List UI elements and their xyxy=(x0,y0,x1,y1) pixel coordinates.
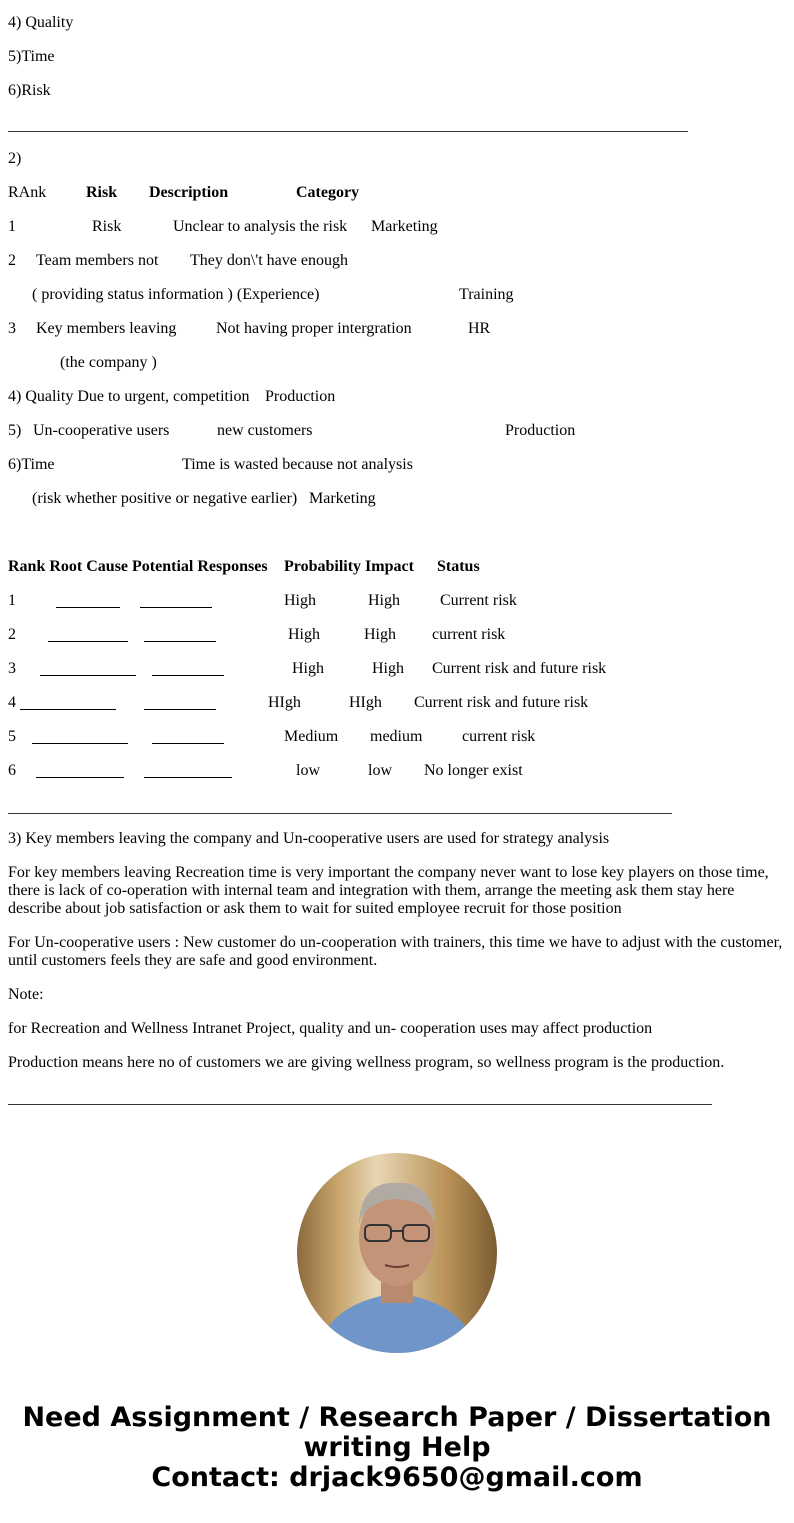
blank-root-cause xyxy=(56,607,120,608)
risk-row-cont xyxy=(0,354,157,372)
promo-contact: Contact: drjack9650@gmail.com xyxy=(151,1462,643,1493)
impact: medium xyxy=(370,728,423,745)
note-label: Note: xyxy=(8,986,44,1003)
status: current risk xyxy=(432,626,506,643)
text: Not having proper intergration xyxy=(216,320,412,337)
promo-line: Need Assignment / Research Paper / Dissertation xyxy=(22,1402,772,1433)
person-photo-icon xyxy=(297,1153,497,1353)
text: Training xyxy=(459,286,514,303)
blank-response xyxy=(144,709,216,710)
blank-response xyxy=(152,675,224,676)
text: Time is wasted because not analysis xyxy=(182,456,413,473)
text: 5) xyxy=(8,422,22,439)
response-row xyxy=(0,592,517,610)
risk-row-cont xyxy=(0,490,376,508)
rank: 6 xyxy=(8,762,16,779)
text: 5)Time xyxy=(8,48,55,65)
probability: Medium xyxy=(284,728,339,745)
divider xyxy=(8,813,672,814)
text: (risk whether positive or negative earlier) xyxy=(32,490,298,507)
text: ( providing status information ) (Experience) xyxy=(32,286,320,303)
probability: HIgh xyxy=(268,694,301,711)
probability: low xyxy=(296,762,320,779)
promo-banner xyxy=(0,1403,794,1493)
impact: High xyxy=(368,592,400,609)
risk-row xyxy=(0,388,336,406)
rank: 4 xyxy=(8,694,16,711)
response-row xyxy=(0,626,506,644)
probability: High xyxy=(288,626,320,643)
text: 1 xyxy=(8,218,16,235)
text: 6)Time xyxy=(8,456,55,473)
text: 4) Quality xyxy=(8,14,74,31)
risk-row xyxy=(0,252,348,270)
text: Marketing xyxy=(309,490,376,507)
rank: 1 xyxy=(8,592,16,609)
text: Un-cooperative users xyxy=(33,422,170,439)
blank-root-cause xyxy=(20,709,116,710)
response-table-header xyxy=(0,558,480,576)
risk-row-cont xyxy=(0,286,514,304)
response-row xyxy=(0,728,536,746)
text: Team members not xyxy=(36,252,159,269)
status: current risk xyxy=(462,728,536,745)
status: Current risk and future risk xyxy=(414,694,589,711)
risk-row xyxy=(0,422,576,440)
header-rank: RAnk xyxy=(8,184,47,201)
text: 6)Risk xyxy=(8,82,51,99)
status: Current risk xyxy=(440,592,517,609)
text: 2 xyxy=(8,252,16,269)
status: Current risk and future risk xyxy=(432,660,607,677)
promo-line: writing Help xyxy=(303,1432,491,1463)
probability: High xyxy=(292,660,324,677)
rank: 3 xyxy=(8,660,16,677)
text: new customers xyxy=(217,422,313,439)
blank-response xyxy=(144,641,216,642)
risk-row xyxy=(0,320,491,338)
text: HR xyxy=(468,320,491,337)
blank-root-cause xyxy=(40,675,136,676)
blank-response xyxy=(140,607,212,608)
text: Key members leaving xyxy=(36,320,177,337)
probability: High xyxy=(284,592,316,609)
blank-response xyxy=(144,777,232,778)
text: 4) Quality Due to urgent, competition xyxy=(8,388,250,405)
risk-table-header xyxy=(0,184,360,202)
status: No longer exist xyxy=(424,762,523,779)
paragraph-key-members: For key members leaving Recreation time is very important the company never want to lose key players on those time, there is lack of co-operation with internal team and integration with them, arrange the meeting ask them stay here describe about job satisfaction or ask them to wait for suited employee recruit for those position xyxy=(8,864,769,917)
blank-root-cause xyxy=(48,641,128,642)
strategy-heading: 3) Key members leaving the company and Un-cooperative users are used for strategy analysis xyxy=(8,830,610,847)
header-rank-cause-responses: Rank Root Cause Potential Responses xyxy=(8,558,268,575)
note-text: for Recreation and Wellness Intranet Project, quality and un- cooperation uses may affect production xyxy=(8,1020,653,1037)
impact: HIgh xyxy=(349,694,382,711)
author-avatar xyxy=(297,1153,497,1353)
text: Production xyxy=(505,422,576,439)
blank-root-cause xyxy=(32,743,128,744)
response-row xyxy=(0,762,523,780)
paragraph-uncooperative-users: For Un-cooperative users : New customer do un-cooperation with trainers, this time we have to adjust with the customer, until customers feels they are safe and good environment. xyxy=(8,934,783,969)
risk-row xyxy=(0,456,413,474)
header-status: Status xyxy=(437,558,480,575)
header-category: Category xyxy=(296,184,360,201)
divider xyxy=(8,131,688,132)
text: 3 xyxy=(8,320,16,337)
response-row xyxy=(0,660,607,678)
blank-response xyxy=(152,743,224,744)
rank: 5 xyxy=(8,728,16,745)
response-row xyxy=(0,694,589,712)
header-probability-impact: Probability Impact xyxy=(284,558,414,575)
text: Risk xyxy=(92,218,122,235)
text: Unclear to analysis the risk xyxy=(173,218,348,235)
text: Production xyxy=(265,388,336,405)
text: (the company ) xyxy=(60,354,157,371)
divider xyxy=(8,1104,712,1105)
impact: low xyxy=(368,762,392,779)
text: 2) xyxy=(8,150,22,167)
risk-row xyxy=(0,218,438,236)
impact: High xyxy=(372,660,404,677)
text: Marketing xyxy=(371,218,438,235)
production-text: Production means here no of customers we are giving wellness program, so wellness program is the production. xyxy=(8,1054,725,1071)
impact: High xyxy=(364,626,396,643)
header-risk: Risk xyxy=(86,184,118,201)
blank-root-cause xyxy=(36,777,124,778)
header-description: Description xyxy=(149,184,229,201)
text: They don\'t have enough xyxy=(190,252,348,269)
rank: 2 xyxy=(8,626,16,643)
